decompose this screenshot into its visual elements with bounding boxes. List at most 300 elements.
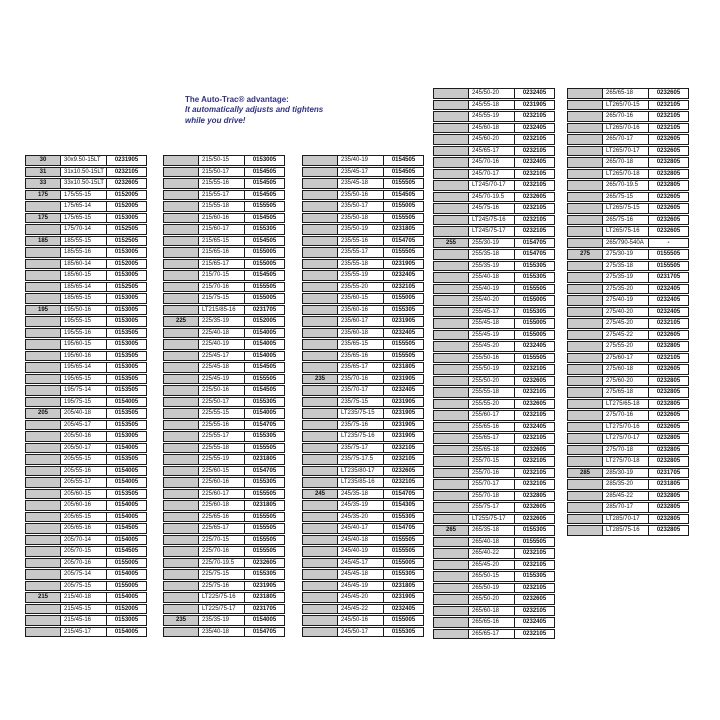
table-row bbox=[25, 224, 147, 235]
tire-size-cell: 245/70-17 bbox=[468, 169, 515, 180]
tire-size-cell: 185/60-15 bbox=[60, 270, 107, 281]
table-row bbox=[433, 226, 555, 237]
part-number-cell: 0154505 bbox=[244, 213, 285, 224]
tire-size-cell: 235/45-17 bbox=[337, 167, 384, 178]
tire-size-cell: LT265/70-15 bbox=[602, 100, 649, 111]
group-label-cell bbox=[163, 385, 199, 396]
table-row bbox=[433, 491, 555, 502]
group-label-cell bbox=[163, 512, 199, 523]
tire-size-cell: 245/55-19 bbox=[468, 111, 515, 122]
table-row bbox=[433, 169, 555, 180]
part-number-cell: 0155505 bbox=[244, 512, 285, 523]
tire-size-cell: 255/50-19 bbox=[468, 364, 515, 375]
tire-size-cell: 215/75-15 bbox=[198, 293, 245, 304]
table-row bbox=[163, 535, 285, 546]
table-row bbox=[433, 203, 555, 214]
part-number-cell: 0155305 bbox=[244, 569, 285, 580]
table-row bbox=[25, 339, 147, 350]
tire-size-cell: 205/45-17 bbox=[60, 420, 107, 431]
part-number-cell: 0153005 bbox=[244, 155, 285, 166]
part-number-cell: 0232105 bbox=[514, 629, 555, 640]
part-number-cell: 0231905 bbox=[244, 581, 285, 592]
group-label-cell bbox=[567, 169, 603, 180]
tire-size-cell: 285/70-17 bbox=[602, 502, 649, 513]
tire-size-cell: LT255/75-17 bbox=[468, 514, 515, 525]
table-row bbox=[25, 615, 147, 626]
part-number-cell: 0155305 bbox=[383, 305, 424, 316]
tire-size-cell: 255/70-15 bbox=[468, 456, 515, 467]
table-row bbox=[433, 111, 555, 122]
group-label-cell bbox=[433, 491, 469, 502]
group-label-cell bbox=[25, 374, 61, 385]
tire-size-cell: 275/60-18 bbox=[602, 364, 649, 375]
table-row bbox=[25, 282, 147, 293]
tire-size-cell: 205/65-16 bbox=[60, 523, 107, 534]
tire-size-cell: 225/50-16 bbox=[198, 385, 245, 396]
group-label-cell bbox=[302, 397, 338, 408]
tire-size-cell: 215/60-17 bbox=[198, 224, 245, 235]
group-label-cell bbox=[25, 558, 61, 569]
group-label-cell bbox=[567, 525, 603, 536]
table-row bbox=[302, 466, 424, 477]
tire-size-cell: 215/65-15 bbox=[198, 236, 245, 247]
table-row bbox=[25, 581, 147, 592]
table-row bbox=[25, 201, 147, 212]
group-label-cell bbox=[567, 445, 603, 456]
group-label-cell bbox=[163, 282, 199, 293]
table-row bbox=[302, 213, 424, 224]
table-row bbox=[25, 569, 147, 580]
table-row bbox=[567, 203, 689, 214]
part-number-cell: 0154005 bbox=[106, 592, 147, 603]
tire-size-cell: 265/70-16 bbox=[602, 111, 649, 122]
tire-size-cell: 185/55-15 bbox=[60, 236, 107, 247]
table-row bbox=[433, 456, 555, 467]
table-row bbox=[25, 627, 147, 638]
tire-size-cell: 255/55-18 bbox=[468, 387, 515, 398]
tire-size-cell: 265/40-18 bbox=[468, 537, 515, 548]
tire-size-cell: 205/60-15 bbox=[60, 489, 107, 500]
part-number-cell: 0155305 bbox=[514, 525, 555, 536]
table-row bbox=[163, 443, 285, 454]
table-row bbox=[163, 581, 285, 592]
tire-size-cell: 265/790-540A bbox=[602, 238, 649, 249]
part-number-cell: 0154705 bbox=[244, 420, 285, 431]
tire-size-cell: 285/30-19 bbox=[602, 468, 649, 479]
group-label-cell bbox=[25, 282, 61, 293]
table-row bbox=[433, 341, 555, 352]
group-label-cell bbox=[302, 339, 338, 350]
part-number-cell: 0154705 bbox=[244, 627, 285, 638]
group-label-cell bbox=[567, 123, 603, 134]
part-number-cell: 0231705 bbox=[648, 272, 689, 283]
group-label-cell bbox=[567, 399, 603, 410]
part-number-cell: 0155305 bbox=[244, 431, 285, 442]
table-row bbox=[302, 535, 424, 546]
tire-size-cell: 225/60-18 bbox=[198, 500, 245, 511]
tire-size-cell: 255/40-19 bbox=[468, 284, 515, 295]
tire-size-cell: 245/40-17 bbox=[337, 523, 384, 534]
group-label-cell bbox=[163, 569, 199, 580]
tire-size-cell: 225/75-16 bbox=[198, 581, 245, 592]
tire-size-cell: LT245/75-16 bbox=[468, 215, 515, 226]
tire-size-cell: 225/55-16 bbox=[198, 420, 245, 431]
tire-size-cell: 235/75-17 bbox=[337, 443, 384, 454]
group-label-cell bbox=[302, 190, 338, 201]
tire-size-cell: 265/70-17 bbox=[602, 134, 649, 145]
part-number-cell: 0232105 bbox=[648, 123, 689, 134]
part-number-cell: 0232105 bbox=[383, 282, 424, 293]
tire-size-cell: 205/40-18 bbox=[60, 408, 107, 419]
tire-size-cell: 245/60-20 bbox=[468, 134, 515, 145]
part-number-cell: 0232605 bbox=[648, 364, 689, 375]
tire-size-cell: 265/50-15 bbox=[468, 571, 515, 582]
part-number-cell: 0154705 bbox=[514, 238, 555, 249]
group-label-cell bbox=[433, 169, 469, 180]
part-number-cell: 0232105 bbox=[514, 548, 555, 559]
part-number-cell: 0232805 bbox=[514, 491, 555, 502]
table-row bbox=[302, 397, 424, 408]
tire-size-cell: LT275/70-18 bbox=[602, 456, 649, 467]
part-number-cell: 0231805 bbox=[383, 581, 424, 592]
table-row bbox=[163, 190, 285, 201]
group-label-cell bbox=[163, 259, 199, 270]
part-number-cell: 0232805 bbox=[648, 491, 689, 502]
part-number-cell: 0231805 bbox=[383, 224, 424, 235]
table-row bbox=[433, 548, 555, 559]
table-row bbox=[433, 318, 555, 329]
group-label-cell bbox=[163, 604, 199, 615]
group-label-cell bbox=[302, 236, 338, 247]
group-label-cell bbox=[433, 468, 469, 479]
tire-size-cell: LT235/75-15 bbox=[337, 408, 384, 419]
tire-size-cell: 235/60-17 bbox=[337, 316, 384, 327]
part-number-cell: 0155505 bbox=[514, 284, 555, 295]
table-row bbox=[25, 592, 147, 603]
part-number-cell: 0232605 bbox=[514, 192, 555, 203]
tire-size-cell: 235/65-15 bbox=[337, 339, 384, 350]
table-row bbox=[25, 293, 147, 304]
table-row bbox=[25, 351, 147, 362]
group-label-cell bbox=[25, 362, 61, 373]
tire-size-cell: 275/55-20 bbox=[602, 341, 649, 352]
table-row bbox=[433, 514, 555, 525]
table-row bbox=[163, 454, 285, 465]
tire-size-cell: 175/65-15 bbox=[60, 213, 107, 224]
group-label-cell bbox=[302, 328, 338, 339]
table-row bbox=[25, 546, 147, 557]
part-number-cell: 0232605 bbox=[514, 445, 555, 456]
part-number-cell: 0232605 bbox=[514, 502, 555, 513]
table-row bbox=[25, 397, 147, 408]
part-number-cell: 0155505 bbox=[244, 489, 285, 500]
tire-size-cell: 205/55-15 bbox=[60, 454, 107, 465]
tire-size-cell: 255/45-18 bbox=[468, 318, 515, 329]
group-label-cell bbox=[163, 374, 199, 385]
tire-size-cell: 275/45-20 bbox=[602, 318, 649, 329]
group-label-cell bbox=[433, 272, 469, 283]
tire-size-cell: 265/65-17 bbox=[468, 629, 515, 640]
part-number-cell: 0232805 bbox=[648, 180, 689, 191]
group-label-cell: 175 bbox=[25, 190, 61, 201]
part-number-cell: 0155505 bbox=[244, 523, 285, 534]
table-row bbox=[433, 445, 555, 456]
group-label-cell bbox=[25, 512, 61, 523]
part-number-cell: 0232105 bbox=[514, 468, 555, 479]
part-number-cell: 0231905 bbox=[383, 420, 424, 431]
part-number-cell: 0153005 bbox=[106, 339, 147, 350]
part-number-cell: 0155305 bbox=[383, 569, 424, 580]
part-number-cell: 0232605 bbox=[514, 376, 555, 387]
group-label-cell bbox=[433, 502, 469, 513]
group-label-cell: 33 bbox=[25, 178, 61, 189]
group-label-cell bbox=[433, 560, 469, 571]
part-number-cell: 0152005 bbox=[106, 201, 147, 212]
table-row bbox=[433, 583, 555, 594]
table-row bbox=[302, 385, 424, 396]
table-row bbox=[433, 238, 555, 249]
table-row bbox=[567, 307, 689, 318]
tire-size-cell: 275/70-18 bbox=[602, 445, 649, 456]
table-row bbox=[163, 305, 285, 316]
tire-size-cell: 265/75-15 bbox=[602, 192, 649, 203]
tire-size-cell: LT215/85-16 bbox=[198, 305, 245, 316]
group-label-cell bbox=[302, 247, 338, 258]
table-row bbox=[433, 399, 555, 410]
group-label-cell bbox=[433, 583, 469, 594]
table-row bbox=[433, 606, 555, 617]
table-row bbox=[25, 466, 147, 477]
advantage-subtitle-line-1: It automatically adjusts and tightens bbox=[185, 105, 324, 114]
group-label-cell bbox=[25, 523, 61, 534]
group-label-cell bbox=[302, 420, 338, 431]
table-row bbox=[567, 88, 689, 99]
tire-size-cell: 205/55-16 bbox=[60, 466, 107, 477]
group-label-cell bbox=[302, 351, 338, 362]
group-label-cell bbox=[302, 512, 338, 523]
group-label-cell bbox=[302, 201, 338, 212]
part-number-cell: 0232805 bbox=[648, 399, 689, 410]
group-label-cell bbox=[567, 376, 603, 387]
table-row bbox=[433, 571, 555, 582]
group-label-cell bbox=[433, 456, 469, 467]
table-row bbox=[25, 374, 147, 385]
tire-size-cell: 195/55-16 bbox=[60, 328, 107, 339]
tire-size-cell: 245/75-16 bbox=[468, 203, 515, 214]
part-number-cell: 0155005 bbox=[514, 318, 555, 329]
table-row bbox=[302, 627, 424, 638]
group-label-cell bbox=[302, 581, 338, 592]
tire-size-cell: 195/50-16 bbox=[60, 305, 107, 316]
group-label-cell bbox=[433, 249, 469, 260]
group-label-cell bbox=[302, 305, 338, 316]
part-number-cell: 0232105 bbox=[514, 433, 555, 444]
tire-size-cell: 205/65-15 bbox=[60, 512, 107, 523]
tire-size-cell: 265/35-18 bbox=[468, 525, 515, 536]
part-number-cell: 0155005 bbox=[106, 558, 147, 569]
tire-size-cell: 245/45-22 bbox=[337, 604, 384, 615]
tire-size-cell: 225/45-17 bbox=[198, 351, 245, 362]
tire-size-cell: 245/35-20 bbox=[337, 512, 384, 523]
group-label-cell bbox=[25, 627, 61, 638]
table-row bbox=[302, 270, 424, 281]
tire-size-cell: 235/50-17 bbox=[337, 201, 384, 212]
table-row bbox=[302, 489, 424, 500]
tire-size-cell: LT265/70-17 bbox=[602, 146, 649, 157]
tire-size-cell: LT235/75-16 bbox=[337, 431, 384, 442]
tire-size-cell: 215/50-17 bbox=[198, 167, 245, 178]
table-row bbox=[163, 466, 285, 477]
group-label-cell bbox=[25, 535, 61, 546]
group-label-cell bbox=[433, 422, 469, 433]
tire-size-cell: 255/35-18 bbox=[468, 249, 515, 260]
group-label-cell bbox=[433, 433, 469, 444]
table-row bbox=[302, 178, 424, 189]
table-row bbox=[163, 236, 285, 247]
group-label-cell bbox=[163, 328, 199, 339]
table-row bbox=[302, 224, 424, 235]
group-label-cell: 255 bbox=[433, 238, 469, 249]
table-row bbox=[567, 284, 689, 295]
table-row bbox=[567, 100, 689, 111]
group-label-cell bbox=[567, 318, 603, 329]
tire-size-cell: 235/40-19 bbox=[337, 155, 384, 166]
tire-size-cell: 275/70-16 bbox=[602, 410, 649, 421]
table-row bbox=[302, 201, 424, 212]
table-row bbox=[163, 213, 285, 224]
table-row bbox=[567, 238, 689, 249]
group-label-cell bbox=[433, 548, 469, 559]
part-number-cell: 0232105 bbox=[648, 318, 689, 329]
part-number-cell: 0155505 bbox=[383, 546, 424, 557]
table-row bbox=[163, 178, 285, 189]
tire-size-cell: 205/75-15 bbox=[60, 581, 107, 592]
table-row bbox=[302, 431, 424, 442]
tire-size-cell: 275/40-19 bbox=[602, 295, 649, 306]
part-number-cell: 0231905 bbox=[514, 100, 555, 111]
table-row bbox=[567, 215, 689, 226]
group-label-cell bbox=[567, 514, 603, 525]
table-row bbox=[433, 284, 555, 295]
group-label-cell: 245 bbox=[302, 489, 338, 500]
table-row bbox=[302, 328, 424, 339]
tire-size-cell: 255/55-20 bbox=[468, 399, 515, 410]
tire-size-cell: 205/70-15 bbox=[60, 546, 107, 557]
tire-size-cell: 255/40-18 bbox=[468, 272, 515, 283]
table-row bbox=[163, 374, 285, 385]
part-number-cell: 0153505 bbox=[106, 385, 147, 396]
tire-size-cell: 215/70-15 bbox=[198, 270, 245, 281]
part-number-cell: 0232805 bbox=[648, 433, 689, 444]
table-row bbox=[433, 537, 555, 548]
table-row bbox=[567, 468, 689, 479]
tire-size-cell: 255/70-16 bbox=[468, 468, 515, 479]
group-label-cell bbox=[433, 514, 469, 525]
table-row bbox=[25, 155, 147, 166]
tire-size-cell: 225/50-17 bbox=[198, 397, 245, 408]
part-number-cell: 0232405 bbox=[514, 341, 555, 352]
table-row bbox=[567, 364, 689, 375]
group-label-cell bbox=[163, 420, 199, 431]
part-number-cell: 0155305 bbox=[244, 224, 285, 235]
part-number-cell: 0155305 bbox=[244, 397, 285, 408]
tire-size-cell: 255/70-17 bbox=[468, 479, 515, 490]
table-row bbox=[567, 318, 689, 329]
table-row bbox=[163, 316, 285, 327]
group-label-cell bbox=[302, 293, 338, 304]
part-number-cell: 0155505 bbox=[383, 247, 424, 258]
group-label-cell bbox=[163, 535, 199, 546]
part-number-cell: 0231905 bbox=[383, 397, 424, 408]
part-number-cell: 0232805 bbox=[648, 341, 689, 352]
group-label-cell bbox=[163, 431, 199, 442]
table-row bbox=[433, 410, 555, 421]
group-label-cell bbox=[433, 330, 469, 341]
part-number-cell: 0154705 bbox=[514, 249, 555, 260]
part-number-cell: 0154505 bbox=[106, 523, 147, 534]
table-row bbox=[163, 201, 285, 212]
advantage-title: The Auto-Trac® advantage: bbox=[185, 95, 289, 104]
part-number-cell: 0155005 bbox=[383, 558, 424, 569]
tire-size-cell: 215/65-16 bbox=[198, 247, 245, 258]
group-label-cell bbox=[433, 295, 469, 306]
part-number-cell: 0232105 bbox=[648, 353, 689, 364]
tire-size-cell: 275/65-18 bbox=[602, 387, 649, 398]
tire-size-cell: LT275/70-16 bbox=[602, 422, 649, 433]
part-number-cell: 0154005 bbox=[106, 500, 147, 511]
part-number-cell: 0232105 bbox=[383, 454, 424, 465]
group-label-cell bbox=[567, 215, 603, 226]
tire-size-cell: 235/55-16 bbox=[337, 236, 384, 247]
part-number-cell: 0154505 bbox=[106, 546, 147, 557]
part-number-cell: 0155005 bbox=[106, 581, 147, 592]
table-row bbox=[567, 157, 689, 168]
group-label-cell: 185 bbox=[25, 236, 61, 247]
part-number-cell: 0155005 bbox=[383, 293, 424, 304]
part-number-cell: 0155305 bbox=[383, 512, 424, 523]
table-row bbox=[163, 489, 285, 500]
group-label-cell bbox=[302, 627, 338, 638]
group-label-cell: 215 bbox=[25, 592, 61, 603]
tire-size-cell: 265/65-18 bbox=[602, 88, 649, 99]
group-label-cell bbox=[567, 134, 603, 145]
group-label-cell bbox=[433, 215, 469, 226]
tire-size-cell: 235/70-17 bbox=[337, 385, 384, 396]
group-label-cell bbox=[433, 410, 469, 421]
group-label-cell: 225 bbox=[163, 316, 199, 327]
group-label-cell bbox=[567, 491, 603, 502]
group-label-cell bbox=[433, 479, 469, 490]
table-row bbox=[567, 226, 689, 237]
group-label-cell bbox=[25, 581, 61, 592]
part-number-cell: 0154005 bbox=[106, 443, 147, 454]
part-number-cell: 0155305 bbox=[514, 261, 555, 272]
tire-size-cell: 235/35-19 bbox=[198, 615, 245, 626]
tire-size-cell: 31x10.50-15LT bbox=[60, 167, 107, 178]
part-number-cell: 0155505 bbox=[383, 178, 424, 189]
part-number-cell: 0154505 bbox=[244, 270, 285, 281]
table-row bbox=[163, 604, 285, 615]
tire-size-cell: 235/60-16 bbox=[337, 305, 384, 316]
part-number-cell: 0155505 bbox=[244, 201, 285, 212]
part-number-cell: 0155505 bbox=[514, 537, 555, 548]
tire-size-cell: 235/60-15 bbox=[337, 293, 384, 304]
part-number-cell: 0232605 bbox=[383, 466, 424, 477]
group-label-cell bbox=[567, 410, 603, 421]
part-number-cell: 0231705 bbox=[244, 604, 285, 615]
group-label-cell bbox=[433, 134, 469, 145]
table-row bbox=[567, 479, 689, 490]
